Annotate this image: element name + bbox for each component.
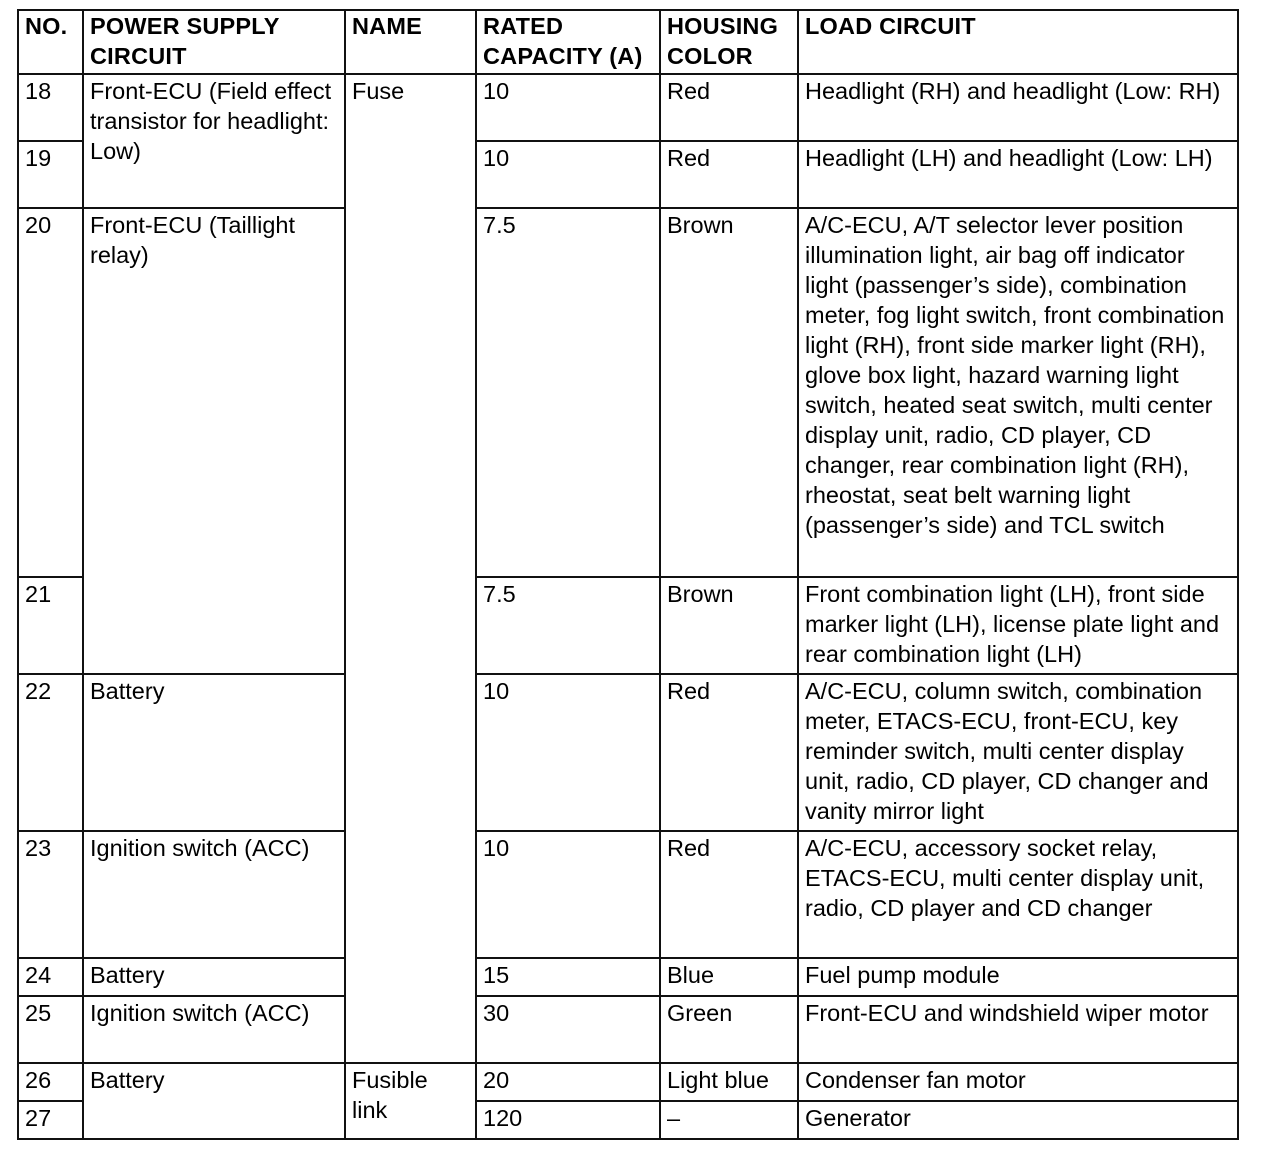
cell-no: 21 [18,577,83,674]
cell-name: Fusible link [345,1063,476,1139]
table-row [18,1063,1238,1101]
cell-load: Front combination light (LH), front side marker light (LH), license plate light and rear combination light (LH) [798,577,1238,674]
cell-capacity: 10 [476,674,660,831]
cell-capacity: 7.5 [476,577,660,674]
cell-power-supply: Battery [83,674,345,831]
cell-capacity: 10 [476,831,660,958]
table-row [18,958,1238,996]
table-row [18,74,1238,141]
cell-no: 25 [18,996,83,1063]
cell-no: 20 [18,208,83,577]
cell-power-supply: Front-ECU (Field effect transistor for headlight: Low) [83,74,345,208]
cell-color: Red [660,141,798,208]
cell-color: – [660,1101,798,1139]
cell-no: 23 [18,831,83,958]
cell-color: Brown [660,577,798,674]
cell-color: Blue [660,958,798,996]
header-name: NAME [345,10,476,74]
cell-no: 24 [18,958,83,996]
cell-capacity: 7.5 [476,208,660,577]
cell-no: 27 [18,1101,83,1139]
cell-color: Red [660,74,798,141]
cell-capacity: 10 [476,141,660,208]
cell-load: Generator [798,1101,1238,1139]
fuse-table-container [17,9,1237,1140]
cell-capacity: 15 [476,958,660,996]
cell-color: Light blue [660,1063,798,1101]
cell-load: A/C-ECU, A/T selector lever position illumination light, air bag off indicator light (passenger’s side), combination meter, fog light switch, front combination light (RH), front side marker light (RH), glove box light, hazard warning light switch, heated seat switch, multi center display unit, radio, CD player, CD changer, rear combination light (RH), rheostat, seat belt warning light (passenger’s side) and TCL switch [798,208,1238,577]
cell-power-supply: Ignition switch (ACC) [83,831,345,958]
table-row [18,208,1238,577]
table-row [18,831,1238,958]
cell-color: Green [660,996,798,1063]
header-no: NO. [18,10,83,74]
header-housing-color: HOUSING COLOR [660,10,798,74]
cell-load: Headlight (LH) and headlight (Low: LH) [798,141,1238,208]
cell-capacity: 30 [476,996,660,1063]
cell-load: Front-ECU and windshield wiper motor [798,996,1238,1063]
cell-no: 19 [18,141,83,208]
header-rated-capacity: RATED CAPACITY (A) [476,10,660,74]
header-row [18,10,1238,74]
cell-color: Brown [660,208,798,577]
cell-load: Condenser fan motor [798,1063,1238,1101]
cell-name: Fuse [345,74,476,1063]
cell-power-supply: Battery [83,958,345,996]
cell-load: Fuel pump module [798,958,1238,996]
cell-capacity: 20 [476,1063,660,1101]
cell-load: Headlight (RH) and headlight (Low: RH) [798,74,1238,141]
table-row [18,674,1238,831]
cell-power-supply: Front-ECU (Taillight relay) [83,208,345,674]
cell-capacity: 10 [476,74,660,141]
cell-power-supply: Battery [83,1063,345,1139]
cell-color: Red [660,831,798,958]
cell-no: 26 [18,1063,83,1101]
cell-capacity: 120 [476,1101,660,1139]
fuse-table [17,9,1239,1140]
cell-color: Red [660,674,798,831]
cell-load: A/C-ECU, column switch, combination meter, ETACS-ECU, front-ECU, key reminder switch, multi center display unit, radio, CD player, CD changer and vanity mirror light [798,674,1238,831]
cell-no: 18 [18,74,83,141]
header-load-circuit: LOAD CIRCUIT [798,10,1238,74]
cell-load: A/C-ECU, accessory socket relay, ETACS-ECU, multi center display unit, radio, CD player and CD changer [798,831,1238,958]
cell-no: 22 [18,674,83,831]
cell-power-supply: Ignition switch (ACC) [83,996,345,1063]
table-row [18,996,1238,1063]
header-power-supply-circuit: POWER SUPPLY CIRCUIT [83,10,345,74]
